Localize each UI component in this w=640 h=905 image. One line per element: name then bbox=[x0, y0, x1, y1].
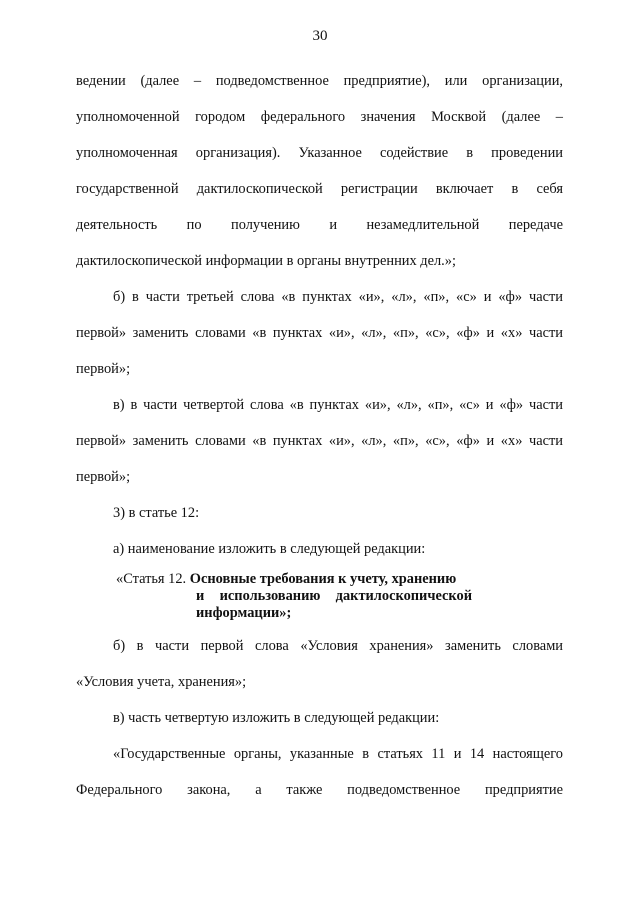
article-label: «Статья 12. bbox=[116, 571, 190, 587]
subitem-v: в) часть четвертую изложить в следующей редакции: bbox=[113, 710, 440, 726]
text-line: первой»; bbox=[76, 361, 131, 377]
paragraph-b-first-line: б) в части третьей слова «в пунктах «и», «л», «п», «с» и «ф» части bbox=[113, 289, 563, 305]
article-title: Основные требования к учету, хранению bbox=[189, 571, 457, 587]
paragraph-v-first-line: в) в части четвертой слова «в пунктах «и», «л», «п», «с» и «ф» части bbox=[113, 397, 563, 413]
article-heading bbox=[116, 571, 456, 588]
quoted-text-line: «Государственные органы, указанные в статьях 11 и 14 настоящего bbox=[113, 746, 563, 762]
subitem-b: б) в части первой слова «Условия хранения» заменить словами bbox=[113, 638, 563, 654]
quoted-text-line: Федерального закона, а также подведомственное предприятие bbox=[76, 782, 563, 798]
text-line: первой»; bbox=[76, 469, 131, 485]
text-line: дактилоскопической информации в органы внутренних дел.»; bbox=[76, 253, 456, 269]
text-line: первой» заменить словами «в пунктах «и», «л», «п», «с», «ф» и «х» части bbox=[76, 325, 563, 341]
article-title-continued: и использованию дактилоскопической bbox=[196, 588, 472, 604]
text-line: уполномоченной городом федерального значения Москвой (далее – bbox=[76, 109, 563, 125]
section-item-3: 3) в статье 12: bbox=[113, 505, 200, 521]
text-line: первой» заменить словами «в пунктах «и», «л», «п», «с», «ф» и «х» части bbox=[76, 433, 563, 449]
text-line: деятельность по получению и незамедлительной передаче bbox=[76, 217, 563, 233]
text-line: уполномоченная организация). Указанное содействие в проведении bbox=[76, 145, 563, 161]
subitem-a: а) наименование изложить в следующей редакции: bbox=[113, 541, 426, 557]
page-number: 30 bbox=[312, 28, 328, 44]
article-title-continued: информации»; bbox=[196, 605, 292, 621]
text-line: «Условия учета, хранения»; bbox=[76, 674, 247, 690]
text-line: государственной дактилоскопической регистрации включает в себя bbox=[76, 181, 563, 197]
text-line: ведении (далее – подведомственное предприятие), или организации, bbox=[76, 73, 563, 89]
